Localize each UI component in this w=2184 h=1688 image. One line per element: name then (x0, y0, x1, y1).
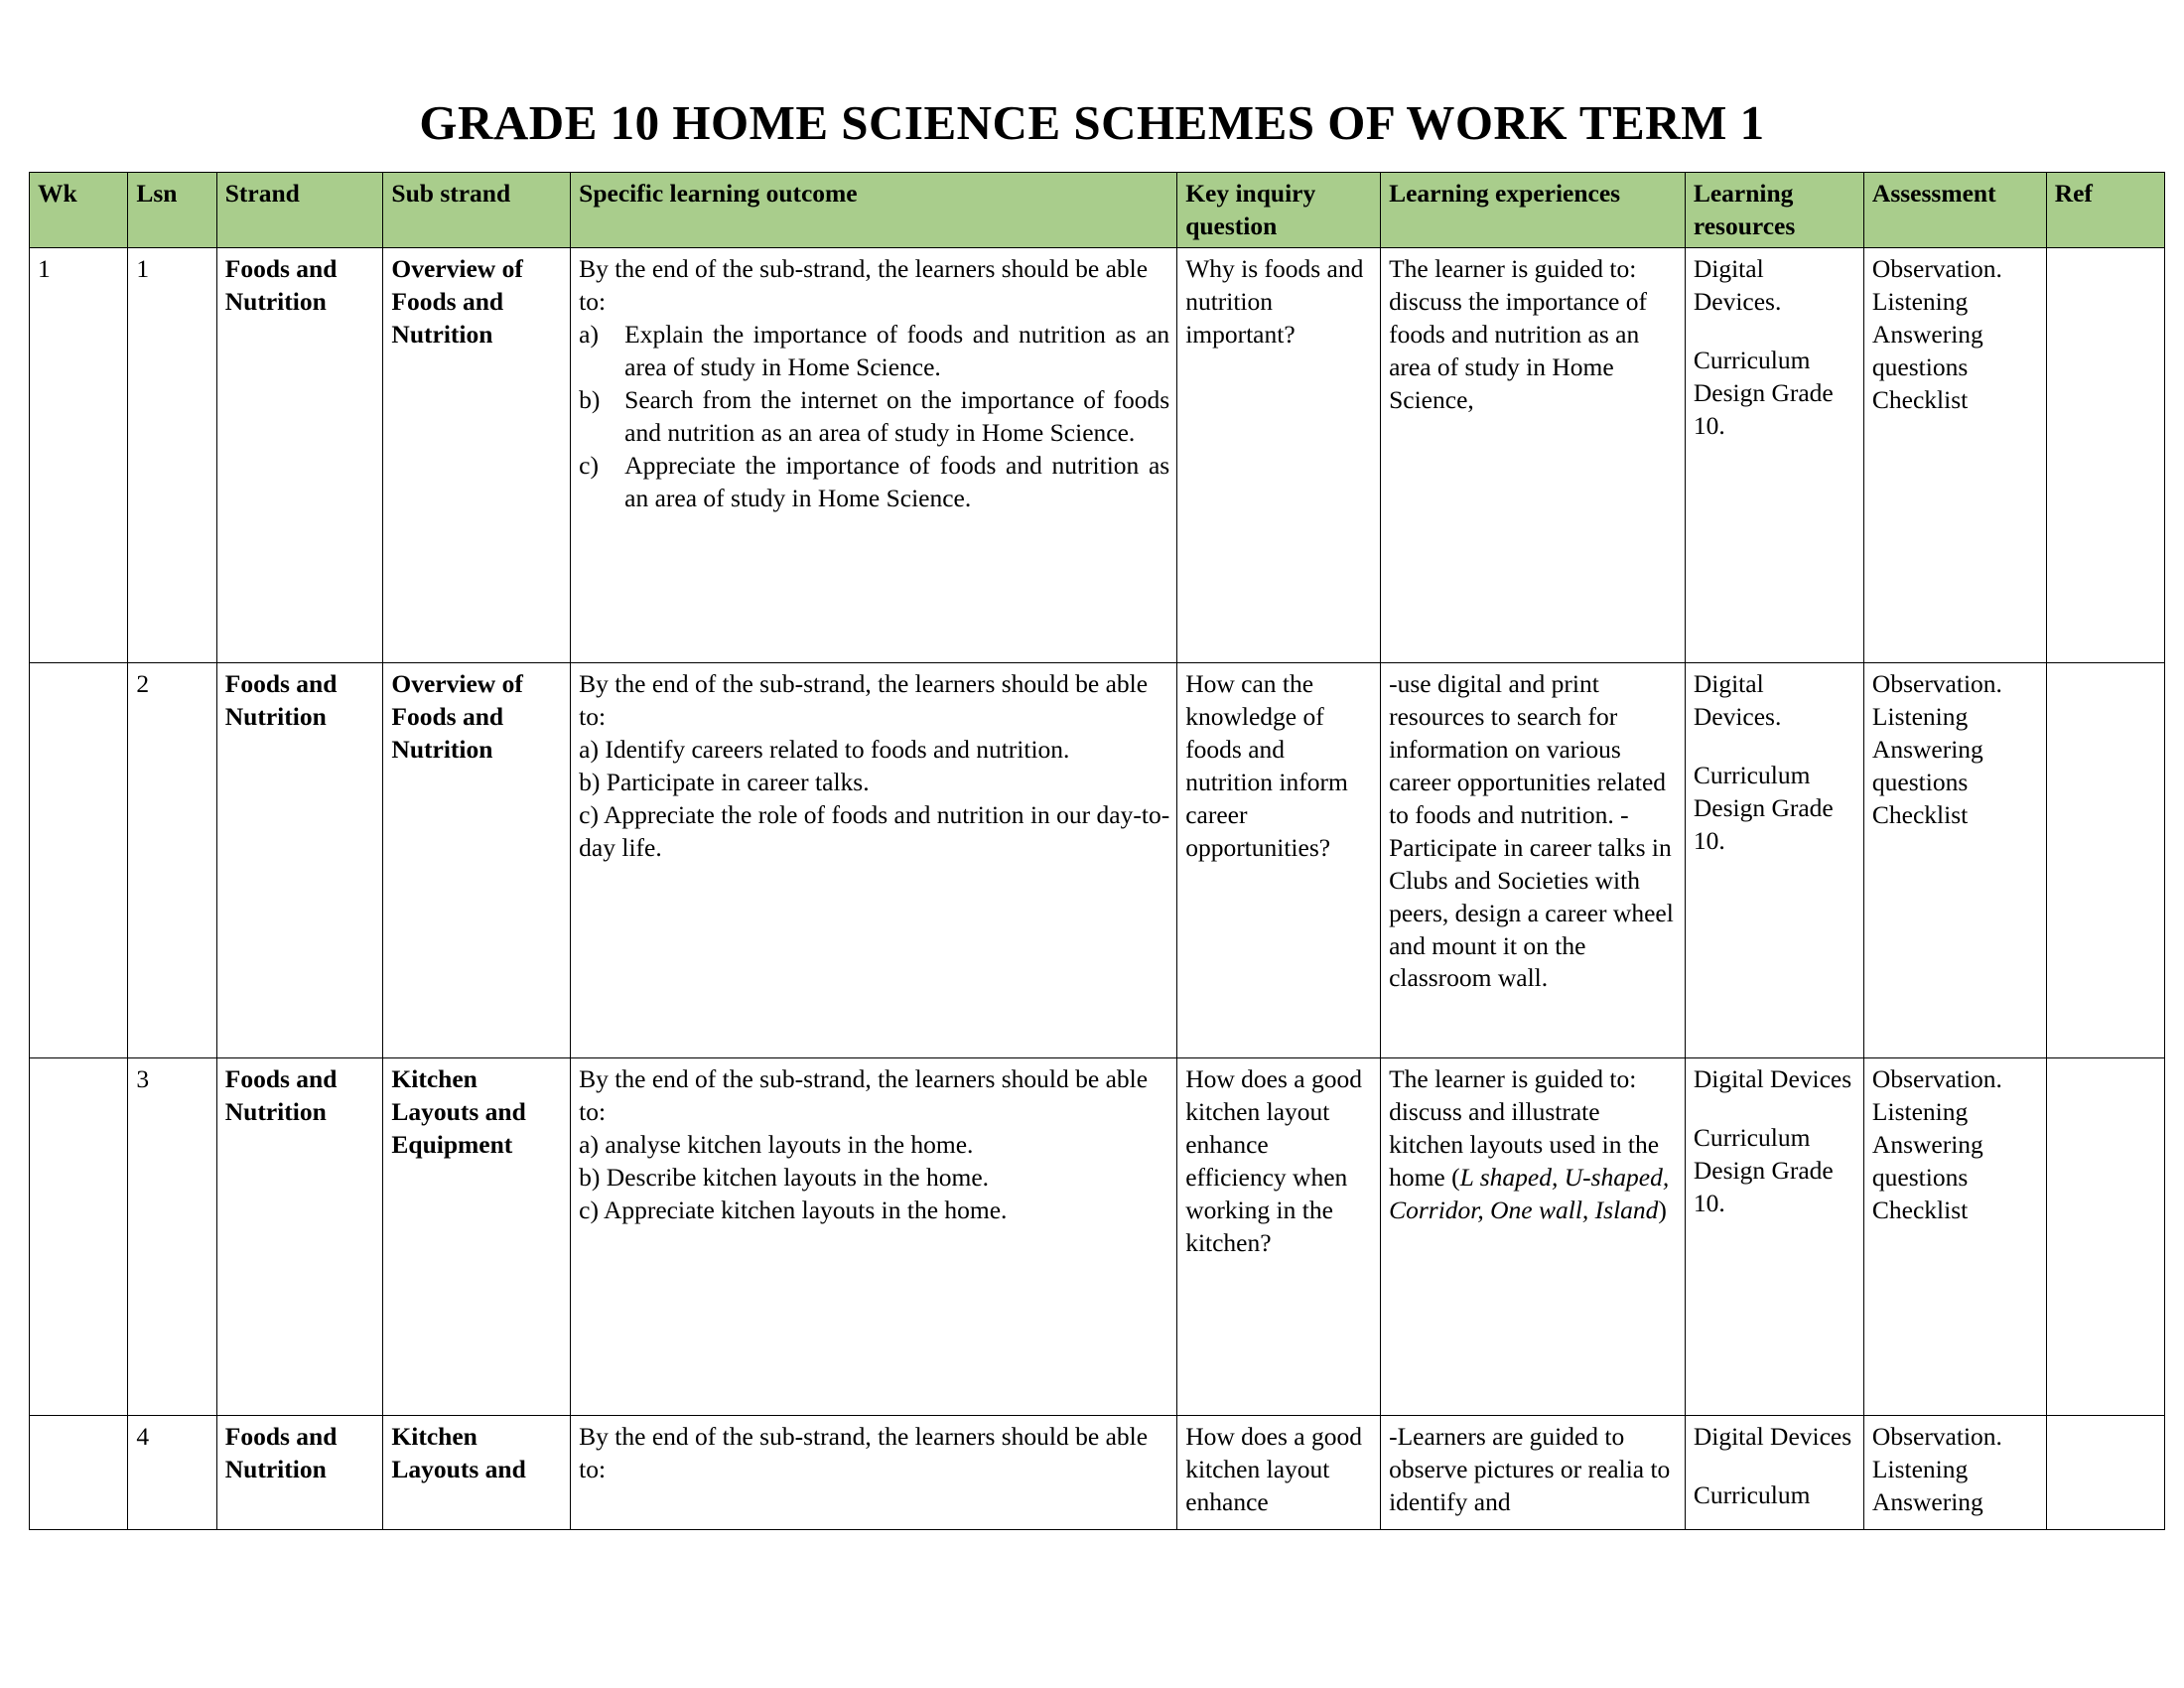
cell-learning-experiences (1381, 1058, 1686, 1416)
table-row (30, 1058, 2165, 1416)
list-item (579, 1195, 1169, 1227)
cell-assessment: Observation. Listening Answering (1863, 1416, 2046, 1530)
spacer (1694, 734, 1856, 760)
cell-specific-learning-outcome (571, 663, 1177, 1058)
cell-sub-strand: Overview of Foods and Nutrition (383, 663, 571, 1058)
list-item (579, 734, 1169, 767)
outcome-lead: By the end of the sub-strand, the learners should be able to: (579, 1064, 1149, 1127)
cell-ref (2046, 1416, 2164, 1530)
cell-lesson: 2 (128, 663, 216, 1058)
cell-specific-learning-outcome (571, 1416, 1177, 1530)
list-item (579, 1162, 1169, 1195)
outcome-text: Appreciate the importance of foods and nutrition as an area of study in Home Science. (624, 450, 1170, 512)
resource-line-2: Curriculum Design Grade 10. (1693, 346, 1834, 440)
outcome-marker: b) (579, 385, 601, 414)
cell-sub-strand: Kitchen Layouts and (383, 1416, 571, 1530)
list-item (579, 1129, 1169, 1162)
column-header-learning-experiences: Learning experiences (1381, 173, 1686, 248)
schemes-of-work-table (29, 172, 2165, 1530)
cell-strand: Foods and Nutrition (216, 1416, 383, 1530)
column-header-sub-strand: Sub strand (383, 173, 571, 248)
outcome-text: Appreciate the role of foods and nutrition in our day-to-day life. (579, 800, 1170, 862)
list-item (579, 384, 1169, 450)
outcome-lead: By the end of the sub-strand, the learners should be able to: (579, 1422, 1149, 1484)
cell-key-inquiry-question: How does a good kitchen layout enhance (1177, 1416, 1381, 1530)
cell-lesson: 4 (128, 1416, 216, 1530)
column-header-wk: Wk (30, 173, 128, 248)
learning-experiences-text: The learner is guided to: discuss and illustrate kitchen layouts used in the home ( (1389, 1064, 1660, 1193)
cell-sub-strand: Overview of Foods and Nutrition (383, 248, 571, 663)
cell-week (30, 1058, 128, 1416)
cell-week (30, 1416, 128, 1530)
column-header-ref: Ref (2046, 173, 2164, 248)
resource-line-1: Digital Devices (1693, 1064, 1852, 1094)
outcome-marker: a) (579, 735, 599, 765)
outcome-list (579, 1129, 1169, 1227)
kitchen-layout-names: L shaped, U-shaped, Corridor, One wall, Island (1389, 1163, 1670, 1224)
table-row (30, 1416, 2165, 1530)
cell-ref (2046, 1058, 2164, 1416)
resource-line-1: Digital Devices. (1693, 254, 1782, 317)
cell-learning-experiences: -Learners are guided to observe pictures or realia to identify and (1381, 1416, 1686, 1530)
outcome-text: Describe kitchen layouts in the home. (606, 1163, 990, 1193)
outcome-text: Explain the importance of foods and nutrition as an area of study in Home Science. (624, 320, 1170, 382)
spacer (1694, 1454, 1856, 1479)
resource-line-1: Digital Devices. (1693, 669, 1782, 732)
list-item (579, 767, 1169, 799)
outcome-lead: By the end of the sub-strand, the learners should be able to: (579, 254, 1149, 317)
outcome-text: Search from the internet on the importance of foods and nutrition as an area of study in Home Science. (624, 385, 1170, 447)
cell-specific-learning-outcome (571, 1058, 1177, 1416)
cell-learning-experiences: The learner is guided to: discuss the importance of foods and nutrition as an area of study in Home Science, (1381, 248, 1686, 663)
outcome-list (579, 734, 1169, 865)
resource-line-2: Curriculum Design Grade 10. (1693, 1123, 1834, 1218)
cell-key-inquiry-question: Why is foods and nutrition important? (1177, 248, 1381, 663)
cell-lesson: 3 (128, 1058, 216, 1416)
column-header-specific-learning-outcome: Specific learning outcome (571, 173, 1177, 248)
column-header-assessment: Assessment (1863, 173, 2046, 248)
cell-learning-resources (1685, 248, 1863, 663)
outcome-text: analyse kitchen layouts in the home. (605, 1130, 974, 1160)
cell-strand: Foods and Nutrition (216, 248, 383, 663)
cell-week: 1 (30, 248, 128, 663)
column-header-lsn: Lsn (128, 173, 216, 248)
cell-assessment: Observation. Listening Answering questions Checklist (1863, 248, 2046, 663)
outcome-marker: a) (579, 320, 599, 350)
cell-lesson: 1 (128, 248, 216, 663)
cell-learning-resources (1685, 663, 1863, 1058)
spacer (1694, 1096, 1856, 1122)
cell-learning-experiences: -use digital and print resources to search for information on various career opportunities related to foods and nutrition. -Participate in career talks in Clubs and Societies with peers, design a career wheel and mount it on the classroom wall. (1381, 663, 1686, 1058)
outcome-marker: a) (579, 1130, 599, 1160)
cell-key-inquiry-question: How does a good kitchen layout enhance efficiency when working in the kitchen? (1177, 1058, 1381, 1416)
column-header-learning-resources: Learning resources (1685, 173, 1863, 248)
outcome-text: Appreciate kitchen layouts in the home. (603, 1196, 1008, 1224)
table-row (30, 248, 2165, 663)
outcome-text: Participate in career talks. (606, 768, 870, 797)
outcome-list (579, 319, 1169, 514)
learning-experiences-tail: ) (1658, 1196, 1667, 1224)
cell-strand: Foods and Nutrition (216, 663, 383, 1058)
cell-ref (2046, 663, 2164, 1058)
cell-learning-resources (1685, 1058, 1863, 1416)
outcome-marker: c) (579, 1196, 599, 1224)
cell-key-inquiry-question: How can the knowledge of foods and nutrition inform career opportunities? (1177, 663, 1381, 1058)
table-header-row (30, 173, 2165, 248)
resource-line-2: Curriculum Design Grade 10. (1693, 761, 1834, 855)
page-title: GRADE 10 HOME SCIENCE SCHEMES OF WORK TERM 1 (419, 95, 1765, 150)
cell-sub-strand: Kitchen Layouts and Equipment (383, 1058, 571, 1416)
table-row (30, 663, 2165, 1058)
outcome-text: Identify careers related to foods and nutrition. (605, 735, 1070, 765)
cell-week (30, 663, 128, 1058)
cell-specific-learning-outcome (571, 248, 1177, 663)
cell-ref (2046, 248, 2164, 663)
column-header-key-inquiry-question: Key inquiry question (1177, 173, 1381, 248)
outcome-lead: By the end of the sub-strand, the learners should be able to: (579, 669, 1149, 732)
list-item (579, 450, 1169, 515)
outcome-marker: c) (579, 450, 599, 480)
spacer (1694, 319, 1856, 345)
cell-learning-resources (1685, 1416, 1863, 1530)
outcome-marker: c) (579, 800, 599, 829)
column-header-strand: Strand (216, 173, 383, 248)
cell-assessment: Observation. Listening Answering questions Checklist (1863, 663, 2046, 1058)
list-item (579, 799, 1169, 865)
cell-strand: Foods and Nutrition (216, 1058, 383, 1416)
outcome-marker: b) (579, 768, 601, 797)
cell-assessment: Observation. Listening Answering questions Checklist (1863, 1058, 2046, 1416)
resource-line-2: Curriculum (1693, 1480, 1811, 1510)
list-item (579, 319, 1169, 384)
outcome-marker: b) (579, 1163, 601, 1193)
resource-line-1: Digital Devices (1693, 1422, 1852, 1452)
